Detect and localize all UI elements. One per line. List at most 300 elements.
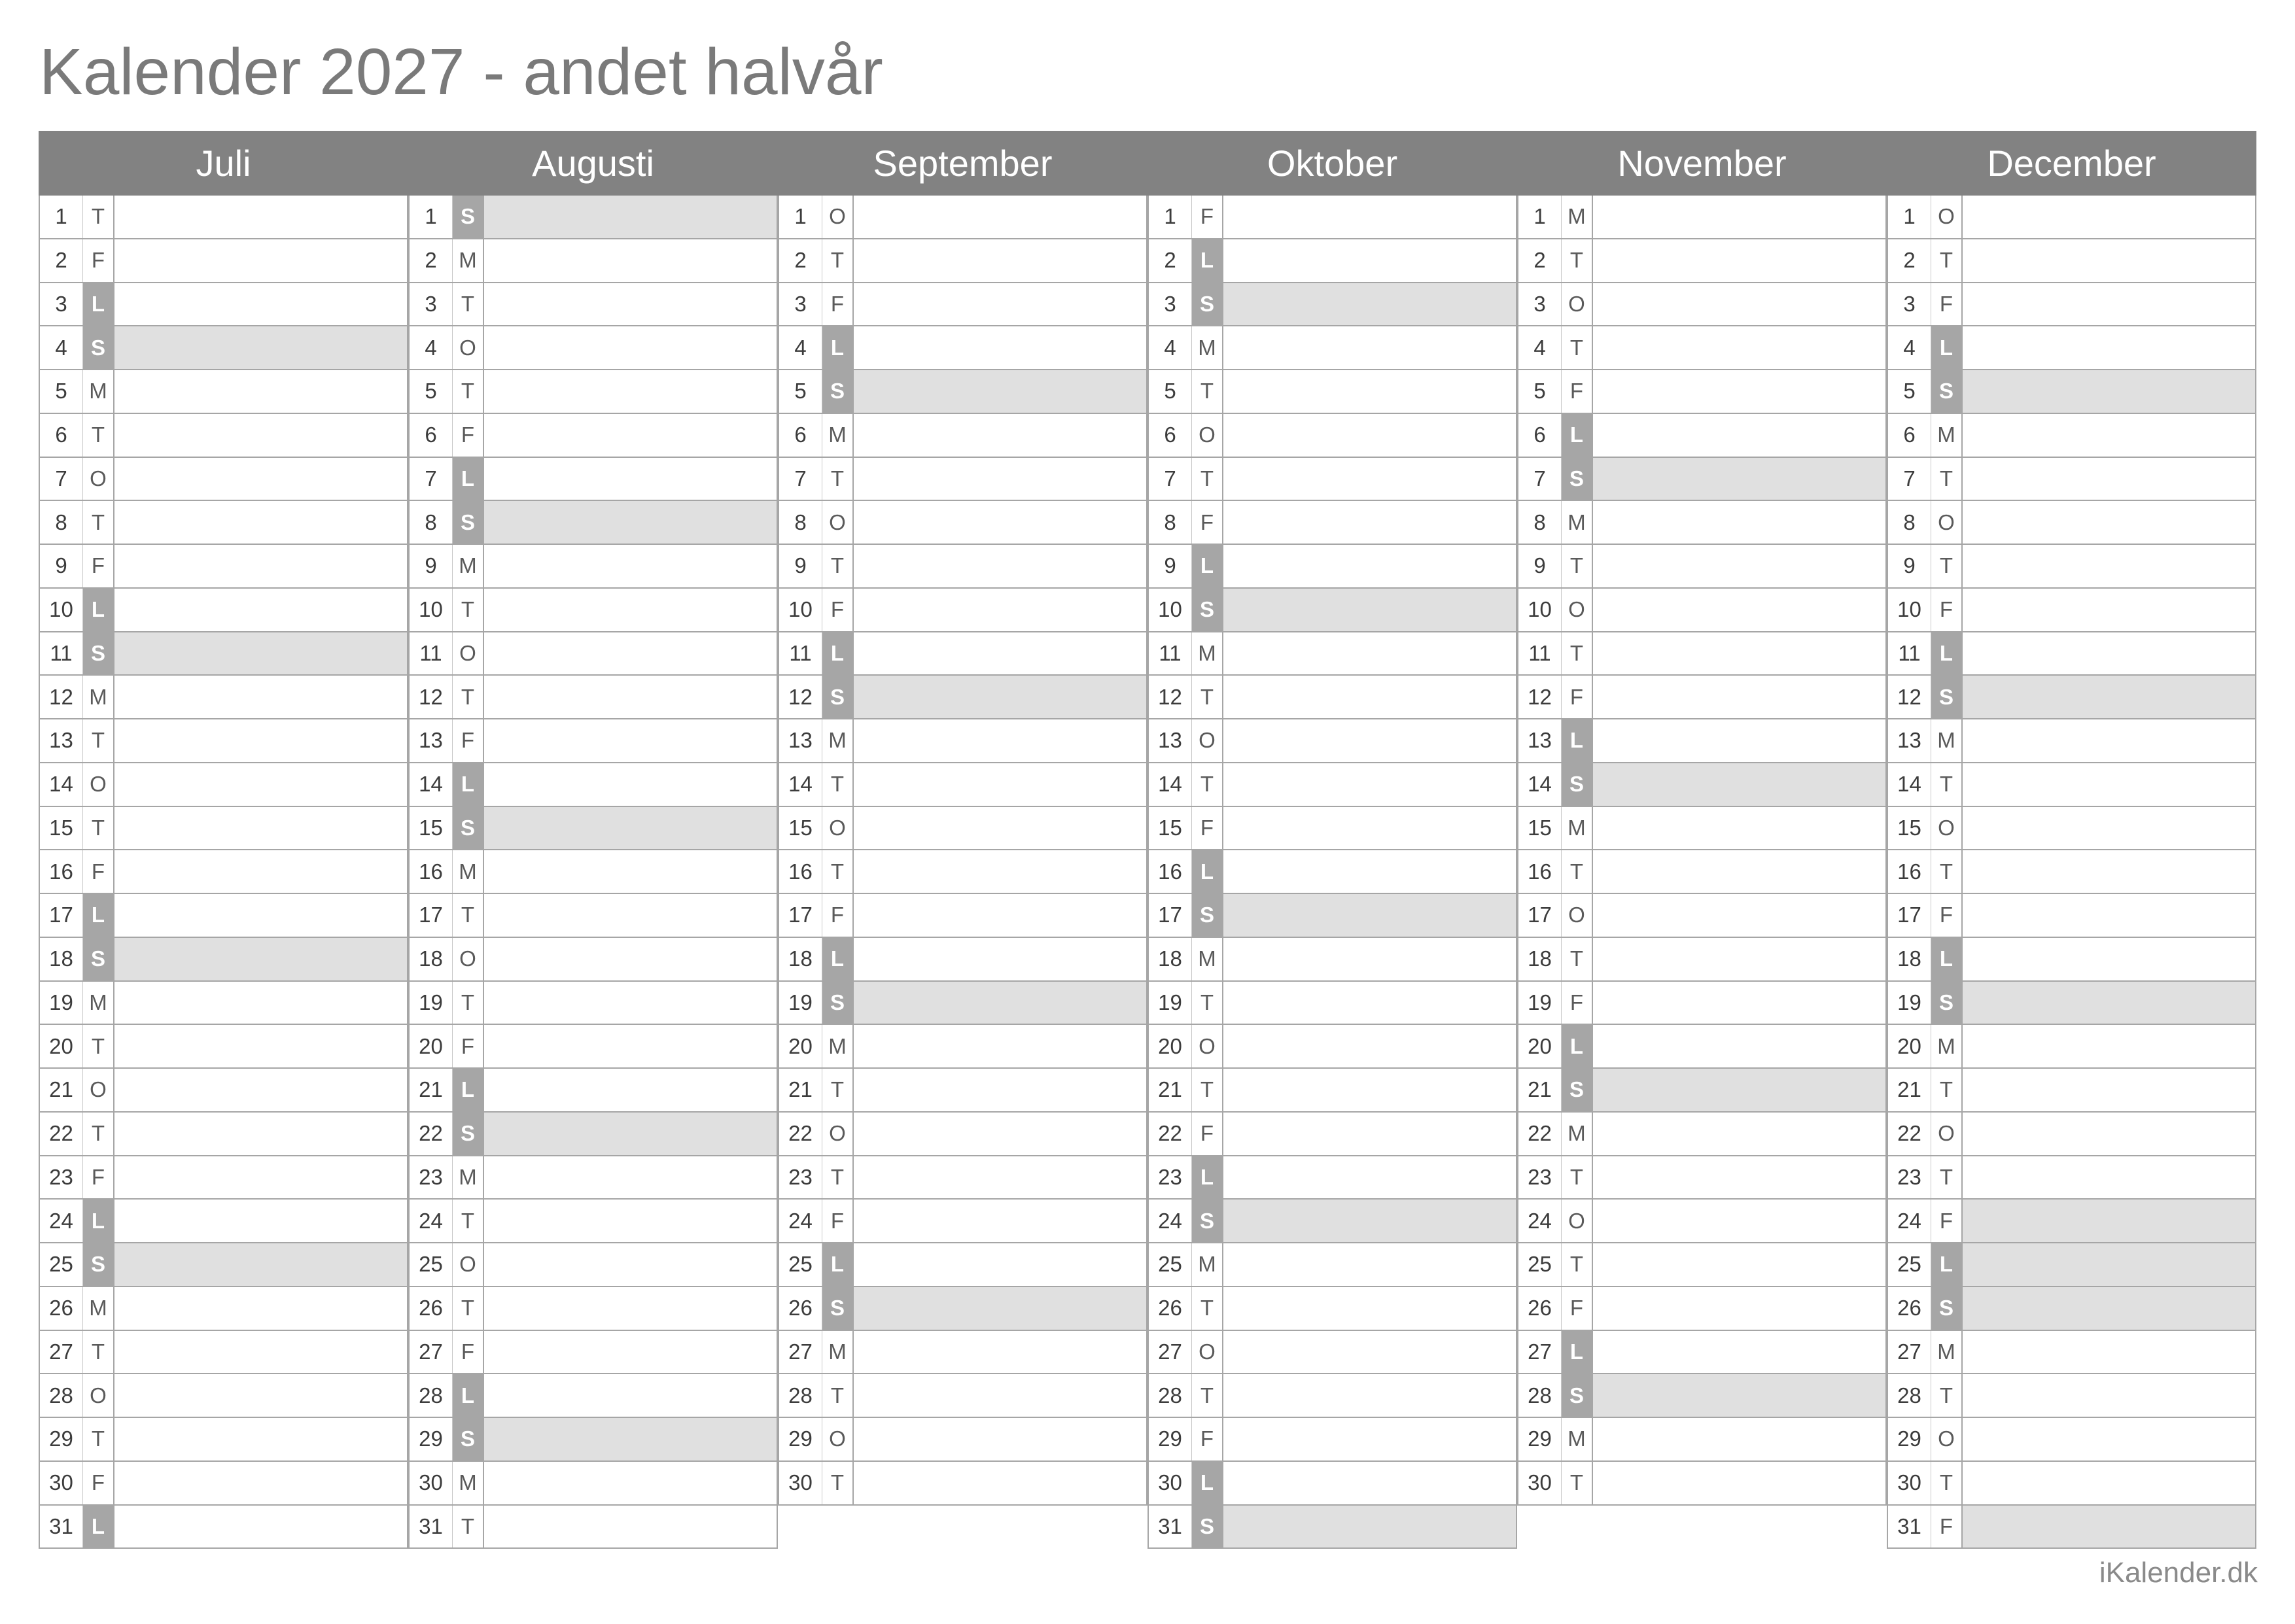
- note-cell[interactable]: [854, 938, 1146, 980]
- day-row[interactable]: [1517, 1200, 1887, 1243]
- note-cell[interactable]: [854, 1025, 1146, 1067]
- note-cell[interactable]: [1963, 1069, 2255, 1111]
- day-row[interactable]: [39, 807, 408, 851]
- day-row[interactable]: [408, 632, 778, 676]
- note-cell[interactable]: [114, 676, 407, 718]
- day-row[interactable]: [408, 1331, 778, 1375]
- note-cell[interactable]: [1223, 370, 1516, 413]
- day-row[interactable]: [778, 370, 1148, 414]
- note-cell[interactable]: [114, 414, 407, 457]
- note-cell[interactable]: [114, 1025, 407, 1067]
- note-cell[interactable]: [854, 1243, 1146, 1286]
- note-cell[interactable]: [484, 1331, 777, 1373]
- note-cell[interactable]: [484, 1156, 777, 1199]
- note-cell[interactable]: [484, 458, 777, 500]
- day-row[interactable]: [408, 1069, 778, 1113]
- day-row[interactable]: [1517, 894, 1887, 938]
- note-cell[interactable]: [114, 1243, 407, 1286]
- note-cell[interactable]: [1593, 589, 1885, 631]
- note-cell[interactable]: [854, 632, 1146, 675]
- day-row[interactable]: [408, 589, 778, 632]
- day-row[interactable]: [778, 1113, 1148, 1156]
- note-cell[interactable]: [114, 894, 407, 937]
- note-cell[interactable]: [484, 938, 777, 980]
- note-cell[interactable]: [1963, 1418, 2255, 1460]
- day-row[interactable]: [1517, 763, 1887, 807]
- note-cell[interactable]: [1223, 1243, 1516, 1286]
- day-row[interactable]: [408, 1025, 778, 1069]
- note-cell[interactable]: [1223, 894, 1516, 937]
- day-row[interactable]: [1887, 1200, 2256, 1243]
- note-cell[interactable]: [1593, 1331, 1885, 1373]
- day-row[interactable]: [1517, 850, 1887, 894]
- note-cell[interactable]: [484, 239, 777, 282]
- day-row[interactable]: [1148, 632, 1517, 676]
- day-row[interactable]: [778, 239, 1148, 283]
- note-cell[interactable]: [1593, 763, 1885, 806]
- day-row[interactable]: [1517, 545, 1887, 589]
- note-cell[interactable]: [484, 1418, 777, 1460]
- note-cell[interactable]: [1963, 982, 2255, 1024]
- day-row[interactable]: [778, 1418, 1148, 1462]
- day-row[interactable]: [1887, 1331, 2256, 1375]
- day-row[interactable]: [778, 1374, 1148, 1418]
- note-cell[interactable]: [1223, 1506, 1516, 1548]
- day-row[interactable]: [1517, 676, 1887, 719]
- day-row[interactable]: [1148, 1374, 1517, 1418]
- note-cell[interactable]: [1223, 1287, 1516, 1330]
- day-row[interactable]: [39, 1113, 408, 1156]
- note-cell[interactable]: [854, 1462, 1146, 1504]
- day-row[interactable]: [1148, 1113, 1517, 1156]
- note-cell[interactable]: [114, 1113, 407, 1155]
- note-cell[interactable]: [1963, 545, 2255, 587]
- note-cell[interactable]: [1593, 938, 1885, 980]
- note-cell[interactable]: [854, 501, 1146, 544]
- day-row[interactable]: [778, 1200, 1148, 1243]
- day-row[interactable]: [39, 850, 408, 894]
- day-row[interactable]: [1887, 1025, 2256, 1069]
- note-cell[interactable]: [114, 589, 407, 631]
- note-cell[interactable]: [1223, 719, 1516, 762]
- day-row[interactable]: [408, 1287, 778, 1331]
- day-row[interactable]: [1887, 676, 2256, 719]
- note-cell[interactable]: [854, 239, 1146, 282]
- note-cell[interactable]: [854, 326, 1146, 369]
- day-row[interactable]: [1517, 1374, 1887, 1418]
- note-cell[interactable]: [484, 1069, 777, 1111]
- day-row[interactable]: [1148, 1462, 1517, 1506]
- day-row[interactable]: [778, 850, 1148, 894]
- day-row[interactable]: [1148, 458, 1517, 502]
- day-row[interactable]: [1887, 545, 2256, 589]
- note-cell[interactable]: [1223, 1156, 1516, 1199]
- note-cell[interactable]: [854, 458, 1146, 500]
- day-row[interactable]: [1887, 1156, 2256, 1200]
- note-cell[interactable]: [1963, 283, 2255, 326]
- note-cell[interactable]: [1593, 1069, 1885, 1111]
- note-cell[interactable]: [1223, 1374, 1516, 1417]
- note-cell[interactable]: [1593, 239, 1885, 282]
- note-cell[interactable]: [1223, 501, 1516, 544]
- note-cell[interactable]: [1223, 632, 1516, 675]
- day-row[interactable]: [1148, 501, 1517, 545]
- day-row[interactable]: [39, 239, 408, 283]
- day-row[interactable]: [1887, 501, 2256, 545]
- note-cell[interactable]: [1223, 1331, 1516, 1373]
- day-row[interactable]: [778, 1069, 1148, 1113]
- note-cell[interactable]: [1223, 326, 1516, 369]
- note-cell[interactable]: [484, 414, 777, 457]
- note-cell[interactable]: [854, 807, 1146, 850]
- day-row[interactable]: [1517, 239, 1887, 283]
- note-cell[interactable]: [1593, 632, 1885, 675]
- day-row[interactable]: [408, 458, 778, 502]
- day-row[interactable]: [1887, 1418, 2256, 1462]
- note-cell[interactable]: [114, 283, 407, 326]
- note-cell[interactable]: [1963, 1374, 2255, 1417]
- day-row[interactable]: [1148, 414, 1517, 458]
- day-row[interactable]: [1148, 545, 1517, 589]
- day-row[interactable]: [1148, 1156, 1517, 1200]
- day-row[interactable]: [778, 458, 1148, 502]
- note-cell[interactable]: [854, 414, 1146, 457]
- day-row[interactable]: [1517, 1025, 1887, 1069]
- day-row[interactable]: [408, 1506, 778, 1549]
- note-cell[interactable]: [114, 763, 407, 806]
- day-row[interactable]: [39, 326, 408, 370]
- note-cell[interactable]: [1223, 545, 1516, 587]
- note-cell[interactable]: [484, 1200, 777, 1242]
- day-row[interactable]: [1148, 1418, 1517, 1462]
- day-row[interactable]: [39, 763, 408, 807]
- note-cell[interactable]: [854, 196, 1146, 238]
- day-row[interactable]: [39, 632, 408, 676]
- day-row[interactable]: [1517, 326, 1887, 370]
- day-row[interactable]: [39, 501, 408, 545]
- day-row[interactable]: [1517, 632, 1887, 676]
- day-row[interactable]: [778, 763, 1148, 807]
- note-cell[interactable]: [1223, 1418, 1516, 1460]
- note-cell[interactable]: [114, 326, 407, 369]
- note-cell[interactable]: [1963, 1331, 2255, 1373]
- note-cell[interactable]: [854, 850, 1146, 893]
- note-cell[interactable]: [484, 196, 777, 238]
- day-row[interactable]: [1148, 1069, 1517, 1113]
- day-row[interactable]: [1887, 850, 2256, 894]
- note-cell[interactable]: [1593, 719, 1885, 762]
- note-cell[interactable]: [484, 545, 777, 587]
- day-row[interactable]: [39, 414, 408, 458]
- note-cell[interactable]: [1963, 501, 2255, 544]
- note-cell[interactable]: [1963, 1025, 2255, 1067]
- day-row[interactable]: [1887, 283, 2256, 327]
- note-cell[interactable]: [1963, 894, 2255, 937]
- day-row[interactable]: [1517, 807, 1887, 851]
- note-cell[interactable]: [1593, 1025, 1885, 1067]
- note-cell[interactable]: [1963, 676, 2255, 718]
- note-cell[interactable]: [854, 1200, 1146, 1242]
- day-row[interactable]: [1148, 196, 1517, 239]
- day-row[interactable]: [408, 370, 778, 414]
- note-cell[interactable]: [484, 676, 777, 718]
- day-row[interactable]: [1517, 1331, 1887, 1375]
- note-cell[interactable]: [1223, 1113, 1516, 1155]
- day-row[interactable]: [1517, 719, 1887, 763]
- day-row[interactable]: [1148, 850, 1517, 894]
- note-cell[interactable]: [1223, 1200, 1516, 1242]
- day-row[interactable]: [408, 545, 778, 589]
- note-cell[interactable]: [484, 719, 777, 762]
- note-cell[interactable]: [484, 1374, 777, 1417]
- day-row[interactable]: [1887, 589, 2256, 632]
- day-row[interactable]: [1517, 1287, 1887, 1331]
- note-cell[interactable]: [1963, 1243, 2255, 1286]
- note-cell[interactable]: [1593, 326, 1885, 369]
- day-row[interactable]: [39, 982, 408, 1026]
- day-row[interactable]: [408, 807, 778, 851]
- note-cell[interactable]: [854, 982, 1146, 1024]
- day-row[interactable]: [408, 850, 778, 894]
- day-row[interactable]: [1887, 1506, 2256, 1549]
- note-cell[interactable]: [854, 1287, 1146, 1330]
- day-row[interactable]: [778, 1287, 1148, 1331]
- day-row[interactable]: [1148, 589, 1517, 632]
- day-row[interactable]: [1887, 458, 2256, 502]
- note-cell[interactable]: [1593, 1113, 1885, 1155]
- day-row[interactable]: [39, 370, 408, 414]
- note-cell[interactable]: [1963, 1287, 2255, 1330]
- note-cell[interactable]: [1223, 196, 1516, 238]
- day-row[interactable]: [1148, 1331, 1517, 1375]
- note-cell[interactable]: [854, 545, 1146, 587]
- day-row[interactable]: [1517, 1243, 1887, 1287]
- note-cell[interactable]: [484, 1243, 777, 1286]
- day-row[interactable]: [1887, 894, 2256, 938]
- day-row[interactable]: [1148, 1287, 1517, 1331]
- note-cell[interactable]: [1223, 414, 1516, 457]
- day-row[interactable]: [778, 326, 1148, 370]
- day-row[interactable]: [39, 283, 408, 327]
- note-cell[interactable]: [1963, 1462, 2255, 1504]
- note-cell[interactable]: [1963, 1113, 2255, 1155]
- note-cell[interactable]: [854, 370, 1146, 413]
- note-cell[interactable]: [1963, 1200, 2255, 1242]
- note-cell[interactable]: [1593, 1418, 1885, 1460]
- day-row[interactable]: [1517, 458, 1887, 502]
- day-row[interactable]: [408, 414, 778, 458]
- day-row[interactable]: [778, 982, 1148, 1026]
- note-cell[interactable]: [854, 589, 1146, 631]
- note-cell[interactable]: [854, 1113, 1146, 1155]
- day-row[interactable]: [1887, 1113, 2256, 1156]
- note-cell[interactable]: [1593, 458, 1885, 500]
- note-cell[interactable]: [1963, 239, 2255, 282]
- day-row[interactable]: [1148, 1243, 1517, 1287]
- day-row[interactable]: [39, 589, 408, 632]
- day-row[interactable]: [1148, 239, 1517, 283]
- note-cell[interactable]: [1593, 196, 1885, 238]
- day-row[interactable]: [408, 1374, 778, 1418]
- day-row[interactable]: [39, 545, 408, 589]
- note-cell[interactable]: [114, 501, 407, 544]
- day-row[interactable]: [1148, 676, 1517, 719]
- note-cell[interactable]: [484, 1287, 777, 1330]
- day-row[interactable]: [778, 938, 1148, 982]
- day-row[interactable]: [408, 1462, 778, 1506]
- note-cell[interactable]: [484, 1113, 777, 1155]
- day-row[interactable]: [778, 545, 1148, 589]
- note-cell[interactable]: [1963, 763, 2255, 806]
- day-row[interactable]: [1887, 719, 2256, 763]
- day-row[interactable]: [1148, 719, 1517, 763]
- note-cell[interactable]: [1223, 1069, 1516, 1111]
- note-cell[interactable]: [114, 632, 407, 675]
- note-cell[interactable]: [114, 982, 407, 1024]
- note-cell[interactable]: [854, 676, 1146, 718]
- day-row[interactable]: [1517, 1462, 1887, 1506]
- note-cell[interactable]: [854, 763, 1146, 806]
- day-row[interactable]: [1887, 414, 2256, 458]
- note-cell[interactable]: [114, 196, 407, 238]
- note-cell[interactable]: [1963, 1156, 2255, 1199]
- day-row[interactable]: [1517, 283, 1887, 327]
- day-row[interactable]: [1517, 414, 1887, 458]
- day-row[interactable]: [1148, 1200, 1517, 1243]
- note-cell[interactable]: [854, 894, 1146, 937]
- day-row[interactable]: [408, 982, 778, 1026]
- note-cell[interactable]: [1593, 1156, 1885, 1199]
- day-row[interactable]: [1887, 326, 2256, 370]
- day-row[interactable]: [778, 589, 1148, 632]
- note-cell[interactable]: [1223, 239, 1516, 282]
- note-cell[interactable]: [1223, 982, 1516, 1024]
- note-cell[interactable]: [1223, 1025, 1516, 1067]
- day-row[interactable]: [39, 1287, 408, 1331]
- note-cell[interactable]: [1963, 326, 2255, 369]
- day-row[interactable]: [1887, 1069, 2256, 1113]
- note-cell[interactable]: [854, 283, 1146, 326]
- note-cell[interactable]: [1593, 501, 1885, 544]
- note-cell[interactable]: [484, 589, 777, 631]
- day-row[interactable]: [778, 501, 1148, 545]
- day-row[interactable]: [778, 196, 1148, 239]
- note-cell[interactable]: [484, 632, 777, 675]
- note-cell[interactable]: [1593, 545, 1885, 587]
- note-cell[interactable]: [854, 1156, 1146, 1199]
- day-row[interactable]: [1517, 938, 1887, 982]
- day-row[interactable]: [1517, 1156, 1887, 1200]
- day-row[interactable]: [778, 1462, 1148, 1506]
- day-row[interactable]: [1517, 1418, 1887, 1462]
- day-row[interactable]: [778, 1156, 1148, 1200]
- note-cell[interactable]: [1963, 196, 2255, 238]
- note-cell[interactable]: [1593, 982, 1885, 1024]
- day-row[interactable]: [39, 1025, 408, 1069]
- note-cell[interactable]: [1963, 938, 2255, 980]
- day-row[interactable]: [39, 1331, 408, 1375]
- note-cell[interactable]: [484, 850, 777, 893]
- note-cell[interactable]: [1223, 763, 1516, 806]
- day-row[interactable]: [408, 763, 778, 807]
- note-cell[interactable]: [854, 1331, 1146, 1373]
- day-row[interactable]: [1148, 763, 1517, 807]
- day-row[interactable]: [1887, 763, 2256, 807]
- note-cell[interactable]: [1223, 676, 1516, 718]
- day-row[interactable]: [39, 1156, 408, 1200]
- day-row[interactable]: [39, 719, 408, 763]
- note-cell[interactable]: [1593, 1462, 1885, 1504]
- day-row[interactable]: [39, 1243, 408, 1287]
- note-cell[interactable]: [484, 1462, 777, 1504]
- day-row[interactable]: [39, 1069, 408, 1113]
- day-row[interactable]: [1887, 938, 2256, 982]
- day-row[interactable]: [1887, 807, 2256, 851]
- note-cell[interactable]: [114, 458, 407, 500]
- day-row[interactable]: [1887, 1243, 2256, 1287]
- note-cell[interactable]: [1963, 458, 2255, 500]
- note-cell[interactable]: [854, 719, 1146, 762]
- note-cell[interactable]: [1963, 719, 2255, 762]
- day-row[interactable]: [1517, 982, 1887, 1026]
- note-cell[interactable]: [114, 1506, 407, 1548]
- day-row[interactable]: [1517, 589, 1887, 632]
- day-row[interactable]: [408, 196, 778, 239]
- note-cell[interactable]: [854, 1069, 1146, 1111]
- day-row[interactable]: [408, 326, 778, 370]
- day-row[interactable]: [39, 196, 408, 239]
- day-row[interactable]: [778, 807, 1148, 851]
- day-row[interactable]: [778, 414, 1148, 458]
- day-row[interactable]: [1887, 370, 2256, 414]
- note-cell[interactable]: [1593, 1374, 1885, 1417]
- note-cell[interactable]: [1963, 632, 2255, 675]
- day-row[interactable]: [408, 719, 778, 763]
- note-cell[interactable]: [114, 850, 407, 893]
- day-row[interactable]: [39, 938, 408, 982]
- day-row[interactable]: [408, 1200, 778, 1243]
- day-row[interactable]: [39, 1418, 408, 1462]
- note-cell[interactable]: [484, 370, 777, 413]
- day-row[interactable]: [1887, 239, 2256, 283]
- day-row[interactable]: [39, 458, 408, 502]
- note-cell[interactable]: [114, 1287, 407, 1330]
- day-row[interactable]: [408, 1418, 778, 1462]
- day-row[interactable]: [778, 1243, 1148, 1287]
- note-cell[interactable]: [1963, 1506, 2255, 1548]
- note-cell[interactable]: [1593, 370, 1885, 413]
- note-cell[interactable]: [114, 370, 407, 413]
- day-row[interactable]: [408, 894, 778, 938]
- note-cell[interactable]: [1223, 807, 1516, 850]
- note-cell[interactable]: [1593, 1200, 1885, 1242]
- note-cell[interactable]: [484, 501, 777, 544]
- day-row[interactable]: [39, 894, 408, 938]
- day-row[interactable]: [408, 676, 778, 719]
- day-row[interactable]: [1887, 1374, 2256, 1418]
- note-cell[interactable]: [1593, 1287, 1885, 1330]
- note-cell[interactable]: [1223, 850, 1516, 893]
- day-row[interactable]: [1148, 982, 1517, 1026]
- note-cell[interactable]: [114, 1374, 407, 1417]
- note-cell[interactable]: [1963, 807, 2255, 850]
- note-cell[interactable]: [114, 1462, 407, 1504]
- day-row[interactable]: [1148, 283, 1517, 327]
- day-row[interactable]: [1148, 938, 1517, 982]
- day-row[interactable]: [1148, 807, 1517, 851]
- note-cell[interactable]: [1223, 938, 1516, 980]
- note-cell[interactable]: [1963, 414, 2255, 457]
